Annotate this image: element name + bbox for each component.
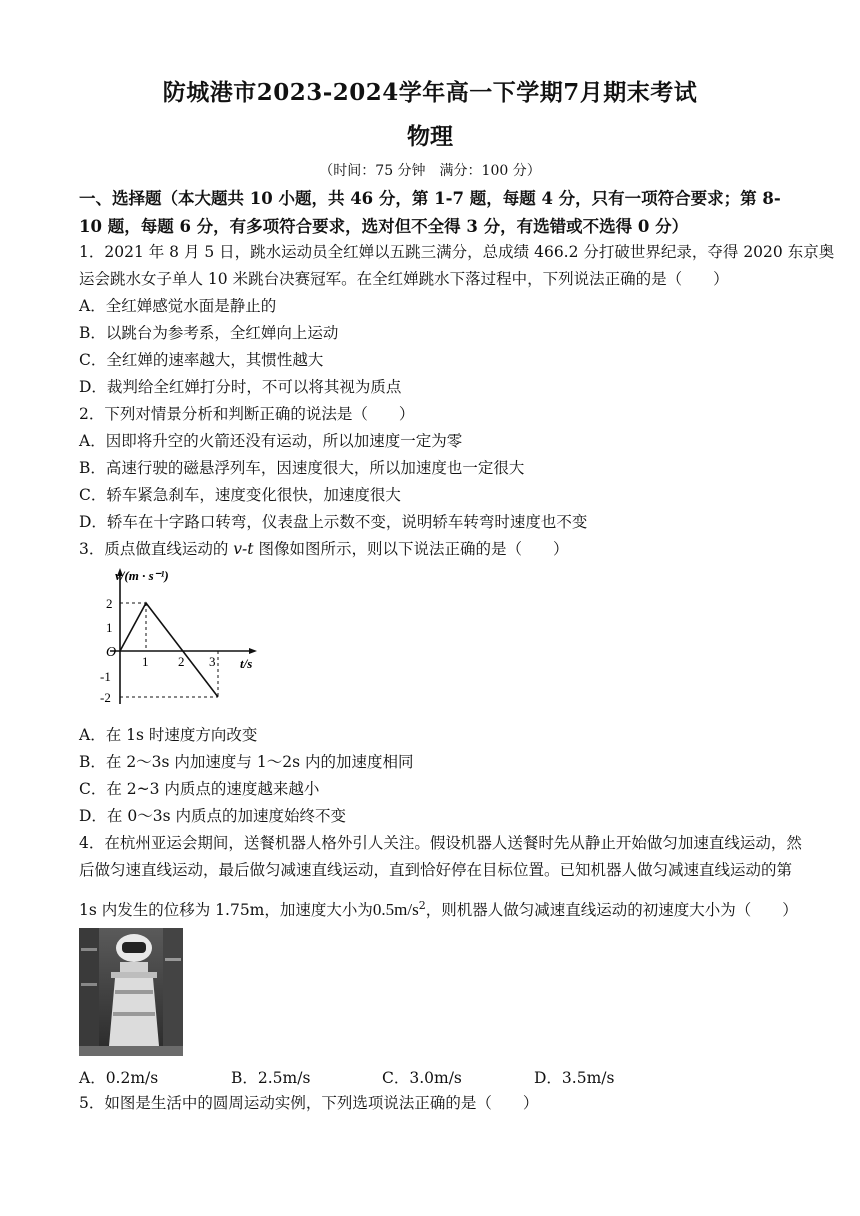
q4-accel-value: 0.5m/s xyxy=(372,900,419,920)
q3-option-d: D．在 0～3s 内质点的加速度始终不变 xyxy=(79,807,346,825)
photo-floor xyxy=(79,1046,183,1056)
q4-choice-c: C．3.0m/s xyxy=(382,1069,462,1087)
graph-ytick-neg2: -2 xyxy=(100,690,111,705)
graph-bg xyxy=(100,564,260,714)
q4-stem-line2: 后做匀速直线运动，最后做匀减速直线运动，直到恰好停在目标位置。已知机器人做匀减速直线运动的第 xyxy=(79,861,793,879)
q4-choice-a: A．0.2m/s xyxy=(79,1069,159,1087)
q4-choice-d: D．3.5m/s xyxy=(534,1069,615,1087)
q3-stem-var: v-t xyxy=(233,540,254,558)
q2-stem: 2．下列对情景分析和判断正确的说法是（ ） xyxy=(79,405,415,423)
q4-stem-line3-post: ，则机器人做匀减速直线运动的初速度大小为（ ） xyxy=(425,901,798,920)
graph-x-label: t/s xyxy=(240,656,253,671)
q4-stem-line1: 4．在杭州亚运会期间，送餐机器人格外引人关注。假设机器人送餐时先从静止开始做匀加速直线运动，然 xyxy=(79,834,802,852)
q1-option-b: B．以跳台为参考系，全红婵向上运动 xyxy=(79,324,339,342)
photo-right-shelf xyxy=(163,928,183,1056)
exam-meta: （时间：75 分钟 满分：100 分） xyxy=(319,163,541,179)
subject-title: 物理 xyxy=(407,123,453,150)
section-heading: 一、选择题（本大题共 10 小题，共 46 分，第 1-7 题，每题 4 分，只有一项符合要求；第 8-10 题，每题 6 分，有多项符合要求，选对但不全得 3 分，有选错或不选得 0 分） xyxy=(79,189,781,236)
q4-accel-exponent: 2 xyxy=(418,899,426,912)
q1-stem-line1: 1．2021 年 8 月 5 日，跳水运动员全红婵以五跳三满分，总成绩 466.2 分打破世界纪录，夺得 2020 东京奥 xyxy=(79,243,835,261)
exam-title: 防城港市2023-2024学年高一下学期7月期末考试 xyxy=(162,79,698,106)
q2-option-d: D．轿车在十字路口转弯，仪表盘上示数不变，说明轿车转弯时速度也不变 xyxy=(79,513,588,531)
q3-stem-pre: 3．质点做直线运动的 xyxy=(79,540,234,558)
q3-option-c: C．在 2~3 内质点的速度越来越小 xyxy=(79,780,320,798)
graph-y-label: v/(m · s⁻¹) xyxy=(115,568,169,583)
shelf-line xyxy=(165,958,181,961)
q1-option-d: D．裁判给全红婵打分时，不可以将其视为质点 xyxy=(79,378,402,396)
robot-tray xyxy=(111,972,157,978)
q5-stem: 5．如图是生活中的圆周运动实例，下列选项说法正确的是（ ） xyxy=(79,1094,539,1112)
shelf-line xyxy=(81,948,97,951)
q2-option-c: C．轿车紧急刹车，速度变化很快，加速度很大 xyxy=(79,486,401,504)
robot-face-screen xyxy=(122,942,146,953)
q3-option-b: B．在 2～3s 内加速度与 1～2s 内的加速度相同 xyxy=(79,753,414,771)
q4-stem-line3-pre: 1s 内发生的位移为 1.75m，加速度大小为 xyxy=(79,901,373,920)
q3-stem-post: 图像如图所示，则以下说法正确的是（ ） xyxy=(253,540,569,558)
q2-option-b: B．高速行驶的磁悬浮列车，因速度很大，所以加速度也一定很大 xyxy=(79,459,525,477)
graph-ytick-1: 1 xyxy=(106,620,113,635)
graph-origin: O xyxy=(106,645,117,660)
q3-vt-graph xyxy=(100,564,260,714)
shelf-line xyxy=(81,983,97,986)
q1-option-a: A．全红婵感觉水面是静止的 xyxy=(79,297,277,315)
robot-neck xyxy=(120,962,148,972)
graph-xtick-2: 2 xyxy=(178,654,185,669)
q1-stem-line2: 运会跳水女子单人 10 米跳台决赛冠军。在全红婵跳水下落过程中，下列说法正确的是（ ） xyxy=(79,270,729,288)
q4-stem-line3 xyxy=(79,896,798,920)
q3-option-a: A．在 1s 时速度方向改变 xyxy=(79,726,258,744)
robot-tray-2 xyxy=(115,990,153,994)
q2-option-a: A．因即将升空的火箭还没有运动，所以加速度一定为零 xyxy=(79,432,463,450)
q4-choice-b: B．2.5m/s xyxy=(231,1069,311,1087)
graph-ytick-neg1: -1 xyxy=(100,669,111,684)
q1-option-c: C．全红婵的速率越大，其惯性越大 xyxy=(79,351,324,369)
photo-left-shelf xyxy=(79,928,99,1056)
q3-stem xyxy=(79,539,568,559)
robot-tray-3 xyxy=(113,1012,155,1016)
graph-ytick-2: 2 xyxy=(106,596,113,611)
graph-xtick-1: 1 xyxy=(142,654,149,669)
robot-photo xyxy=(79,928,183,1056)
graph-xtick-3: 3 xyxy=(209,654,216,669)
